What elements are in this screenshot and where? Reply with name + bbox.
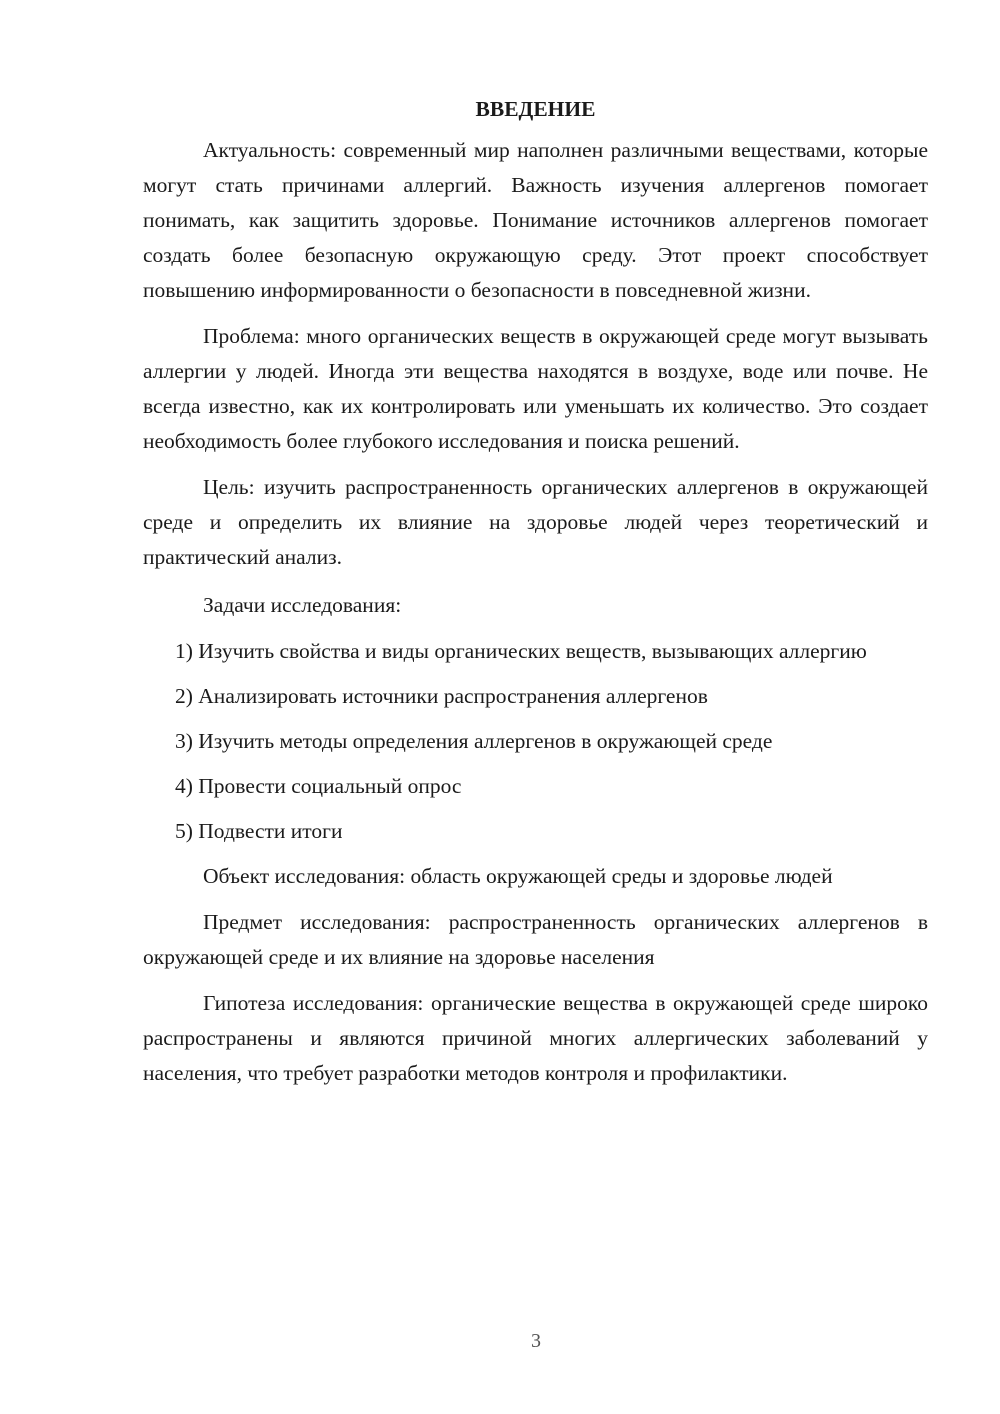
page-number: 3 <box>531 1330 541 1352</box>
paragraph-relevance: Актуальность: современный мир наполнен различными веществами, которые могут стать причинами аллергий. Важность изучения аллергенов помогает понимать, как защитить здоровье. Понимание источников аллергенов помогает создать более безопасную окружающую среду. Этот проект способствует повышению информированности о безопасности в повседневной жизни. <box>143 138 928 302</box>
task-item-4: 4) Провести социальный опрос <box>175 774 462 798</box>
task-item-2: 2) Анализировать источники распространения аллергенов <box>175 684 708 708</box>
tasks-list <box>143 634 928 849</box>
paragraph-subject: Предмет исследования: распространенность органических аллергенов в окружающей среде и их влияние на здоровье населения <box>143 910 928 969</box>
paragraph-problem: Проблема: много органических веществ в окружающей среде могут вызывать аллергии у людей. Иногда эти вещества находятся в воздухе, воде или почве. Не всегда известно, как их контролировать или уменьшать их количество. Это создает необходимость более глубокого исследования и поиска решений. <box>143 324 928 453</box>
task-item-1: 1) Изучить свойства и виды органических веществ, вызывающих аллергию <box>175 639 867 663</box>
section-title: ВВЕДЕНИЕ <box>475 97 596 121</box>
paragraph-hypothesis: Гипотеза исследования: органические вещества в окружающей среде широко распространены и являются причиной многих аллергических заболеваний у населения, что требует разработки методов контроля и профилактики. <box>143 991 928 1085</box>
task-item-3: 3) Изучить методы определения аллергенов в окружающей среде <box>175 729 773 753</box>
document-page <box>143 92 928 1102</box>
tasks-heading: Задачи исследования: <box>203 593 402 617</box>
paragraph-object: Объект исследования: область окружающей среды и здоровье людей <box>203 864 833 888</box>
task-item-5: 5) Подвести итоги <box>175 819 343 843</box>
paragraph-goal: Цель: изучить распространенность органических аллергенов в окружающей среде и определить их влияние на здоровье людей через теоретический и практический анализ. <box>143 475 928 569</box>
